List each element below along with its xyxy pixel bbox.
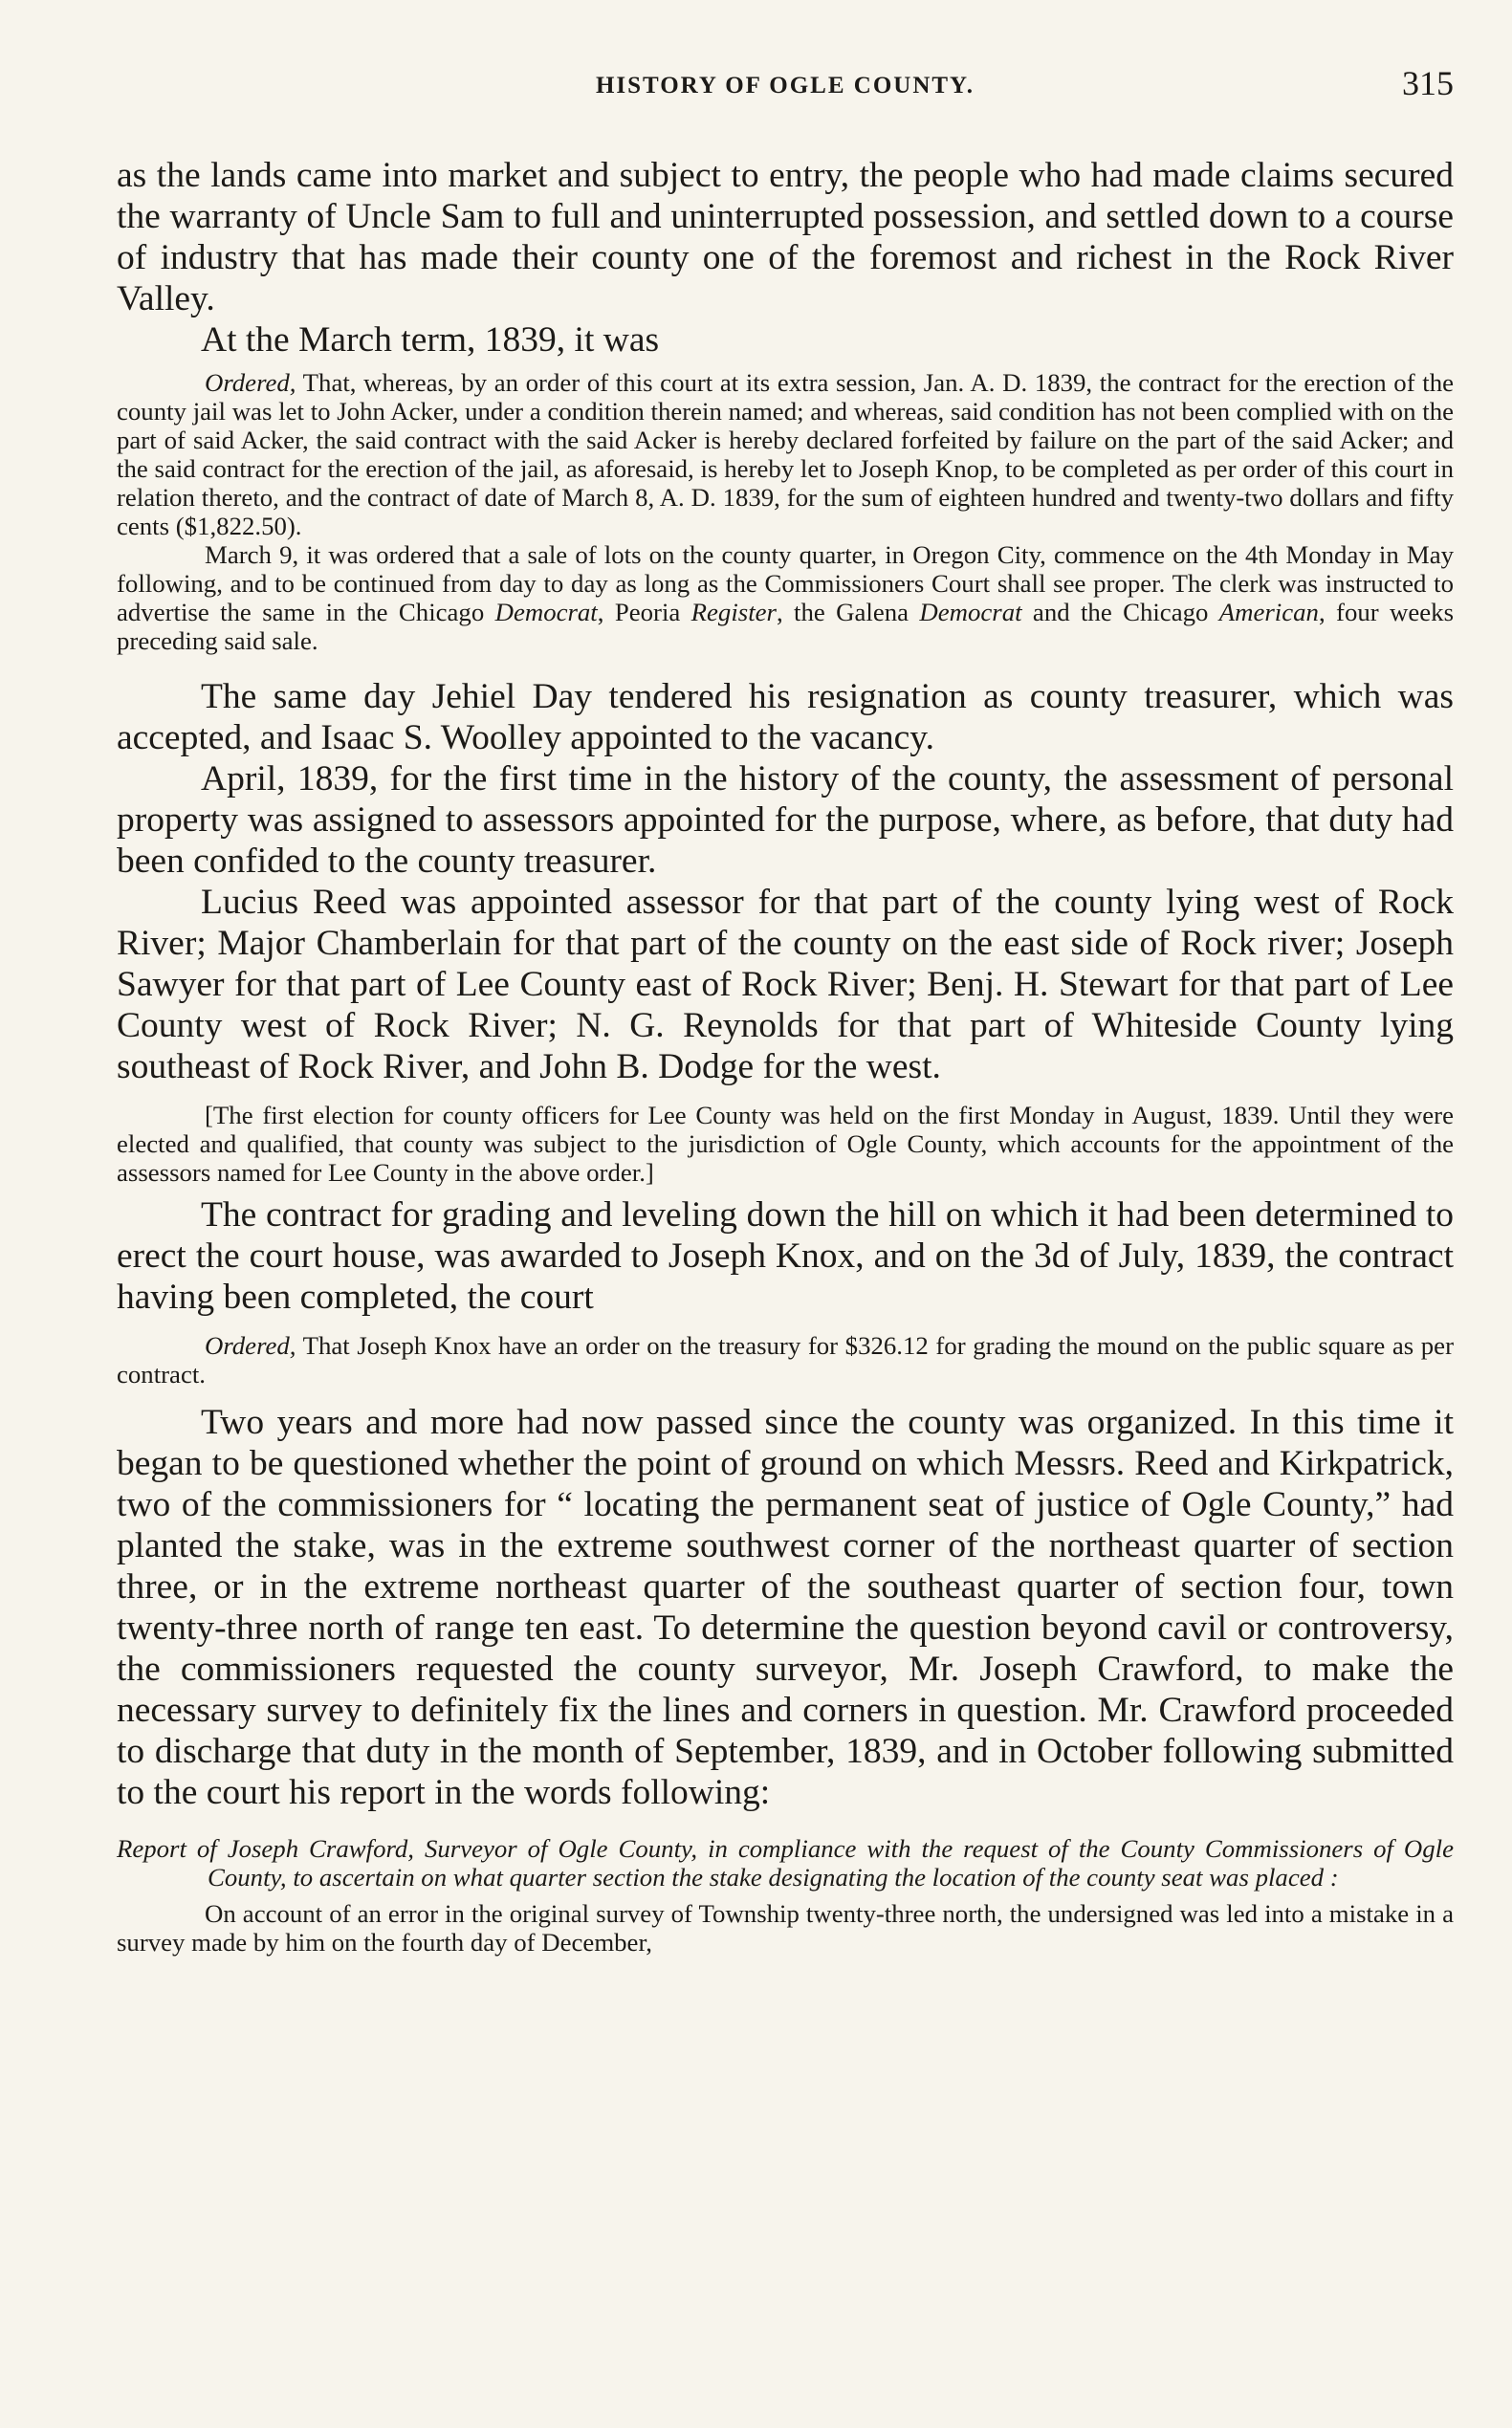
text-run: , Peoria — [597, 598, 691, 626]
paragraph-grading-contract: The contract for grading and leveling down the hill on which it had been determined to erect the court house, was awarded to Joseph Knox, and on the 3d of July, 1839, the contract having been completed, the court — [117, 1195, 1454, 1317]
paragraph-treasurer-resignation: The same day Jehiel Day tendered his resignation as county treasurer, which was accepted, and Isaac S. Woolley appointed to the vacancy. — [117, 677, 1454, 757]
report-caption: Report of Joseph Crawford, Surveyor of Ogle County, in compliance with the request of the County Commissioners of Ogle County, to ascertain on what quarter section the stake designating the location of the county seat was placed : — [117, 1834, 1454, 1892]
newspaper-name: Democrat — [494, 598, 598, 626]
bracket-note-lee-county: [The first election for county officers for Lee County was held on the first Monday in August, 1839. Until they were elected and qualified, that county was subject to the jurisdiction of Ogle County, which accounts for the appointment of the assessors named for Lee County in the above order.] — [117, 1101, 1454, 1187]
newspaper-name: Register — [690, 598, 777, 626]
text-run: March 9, it was ordered that a sale of lots on the county quarter, in Oregon City, commence on the 4th Monday in May following, and to be continued from day to day as long as the Commissioners Court shall see proper. The clerk was instructed to advertise the same in the Chicago — [117, 540, 1454, 626]
page-body — [117, 155, 1454, 1957]
running-head — [117, 63, 1454, 111]
page-number: 315 — [1402, 64, 1454, 102]
report-text: On account of an error in the original survey of Township twenty-three north, the undersigned was led into a mistake in a survey made by him on the fourth day of December, — [117, 1899, 1454, 1957]
paragraph-assessment: April, 1839, for the first time in the history of the county, the assessment of personal property was assigned to assessors appointed for the purpose, where, as before, that duty had been confided to the county treasurer. — [117, 759, 1454, 881]
court-order-text: That Joseph Knox have an order on the treasury for $326.12 for grading the mound on the public square as per contract. — [117, 1331, 1454, 1389]
newspaper-name: Democrat — [919, 598, 1022, 626]
newspaper-name: American — [1218, 598, 1319, 626]
court-order-jail-contract — [117, 368, 1454, 540]
text-run: , the Galena — [776, 598, 920, 626]
paragraph-march-term: At the March term, 1839, it was — [201, 320, 660, 360]
text-run: , four weeks preceding said sale. — [117, 598, 1454, 655]
paragraph-assessors: Lucius Reed was appointed assessor for that part of the county lying west of Rock River; Major Chamberlain for that part of the county on the east side of Rock river; Joseph Sawyer for that part of Lee County east of Rock River; Benj. H. Stewart for that part of Lee County west of Rock River; N. G. Reynolds for that part of Whiteside County lying southeast of Rock River, and John B. Dodge for the west. — [117, 883, 1454, 1086]
court-order-knox — [117, 1331, 1454, 1389]
ordered-lead: Ordered, — [205, 1331, 296, 1360]
court-order-text: That, whereas, by an order of this court at its extra session, Jan. A. D. 1839, the contract for the erection of the county jail was let to John Acker, under a condition therein named; and whereas, said condition has not been complied with on the part of said Acker, the said contract with the said Acker is hereby declared forfeited by failure on the part of the said Acker; and the said contract for the erection of the jail, as aforesaid, is hereby let to Joseph Knop, to be completed as per order of this court in relation thereto, and the contract of date of March 8, A. D. 1839, for the sum of eighteen hundred and twenty-two dollars and fifty cents ($1,822.50). — [117, 368, 1454, 540]
court-order-lot-sale — [117, 540, 1454, 655]
text-run: and the Chicago — [1021, 598, 1219, 626]
paragraph-county-seat-survey: Two years and more had now passed since the county was organized. In this time it began to be questioned whether the point of ground on which Messrs. Reed and Kirkpatrick, two of the commissioners for “ locating the permanent seat of justice of Ogle County,” had planted the stake, was in the extreme southwest corner of the northeast quarter of section three, or in the extreme northeast quarter of the southeast quarter of section four, town twenty-three north of range ten east. To determine the question beyond cavil or controversy, the commissioners requested the county surveyor, Mr. Joseph Crawford, to make the necessary survey to definitely fix the lines and corners in question. Mr. Crawford proceeded to discharge that duty in the month of September, 1839, and in October following submitted to the court his report in the words following: — [117, 1403, 1454, 1812]
paragraph-continuation: as the lands came into market and subject to entry, the people who had made claims secured the warranty of Uncle Sam to full and uninterrupted possession, and settled down to a course of industry that has made their county one of the foremost and richest in the Rock River Valley. — [117, 156, 1454, 318]
ordered-lead: Ordered, — [205, 368, 296, 397]
running-title: HISTORY OF OGLE COUNTY. — [595, 73, 975, 98]
